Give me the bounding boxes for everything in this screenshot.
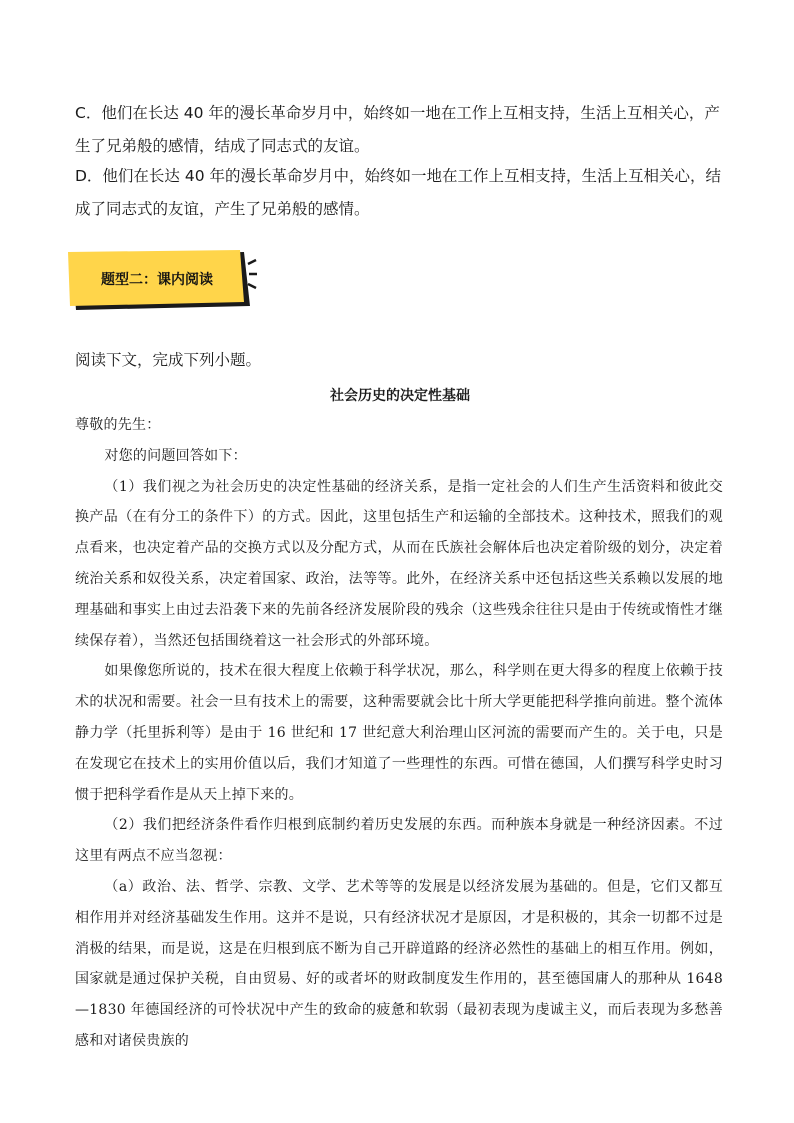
article-body [75, 410, 723, 1057]
salutation: 尊敬的先生： [75, 417, 161, 433]
paragraph-2: （1）我们视之为社会历史的决定性基础的经济关系，是指一定社会的人们生产生活资料和彼此交换产品（在有分工的条件下）的方式。因此，这里包括生产和运输的全部技术。这种技术，照我们的观点看来，也决定着产品的交换方式以及分配方式，从而在氏族社会解体后也决定着阶级的划分，决定着统治关系和奴役关系，决定着国家、政治，法等等。此外，在经济关系中还包括这些关系赖以发展的地理基础和事实上由过去沿袭下来的先前各经济发展阶段的残余（这些残余往往只是由于传统或惰性才继续保存着），当然还包括围绕着这一社会形式的外部环境。 [75, 478, 723, 649]
paragraph-5: （a）政治、法、哲学、宗教、文学、艺术等等的发展是以经济发展为基础的。但是，它们又都互相作用并对经济基础发生作用。这并不是说，只有经济状况才是原因，才是积极的，其余一切都不过是消极的结果，而是说，这是在归根到底不断为自己开辟道路的经济必然性的基础上的相互作用。例如，国家就是通过保护关税，自由贸易、好的或者坏的财政制度发生作用的，甚至德国庸人的那种从 1648—1830 年德国经济的可怜状况中产生的致命的疲惫和软弱（最初表现为虔诚主义，而后表现为多愁善感和对诸侯贵族的 [75, 878, 723, 1049]
article-title: 社会历史的决定性基础 [330, 388, 470, 404]
paragraph-3: 如果像您所说的，技术在很大程度上依赖于科学状况，那么，科学则在更大得多的程度上依赖于技术的状况和需要。社会一旦有技术上的需要，这种需要就会比十所大学更能把科学推向前进。整个流体静力学（托里拆利等）是由于 16 世纪和 17 世纪意大利治理山区河流的需要而产生的。关于电，只是在发现它在技术上的实用价值以后，我们才知道了一些理性的东西。可惜在德国，人们撰写科学史时习惯于把科学看作是从天上掉下来的。 [75, 663, 723, 803]
section-label: 题型二：课内阅读 [101, 272, 213, 288]
paragraph-1: 对您的问题回答如下： [104, 447, 247, 464]
paragraph-4: （2）我们把经济条件看作归根到底制约着历史发展的东西。而种族本身就是一种经济因素。不过这里有两点不应当忽视： [75, 817, 723, 865]
reading-instructions: 阅读下文，完成下列小题。 [75, 351, 262, 369]
option-d: D．他们在长达 40 年的漫长革命岁月中，始终如一地在工作上互相支持，生活上互相关心，结成了同志式的友谊，产生了兄弟般的感情。 [75, 167, 722, 218]
option-c: C．他们在长达 40 年的漫长革命岁月中，始终如一地在工作上互相支持，生活上互相关心，产生了兄弟般的感情，结成了同志式的友谊。 [75, 104, 720, 155]
section-banner [68, 250, 258, 312]
